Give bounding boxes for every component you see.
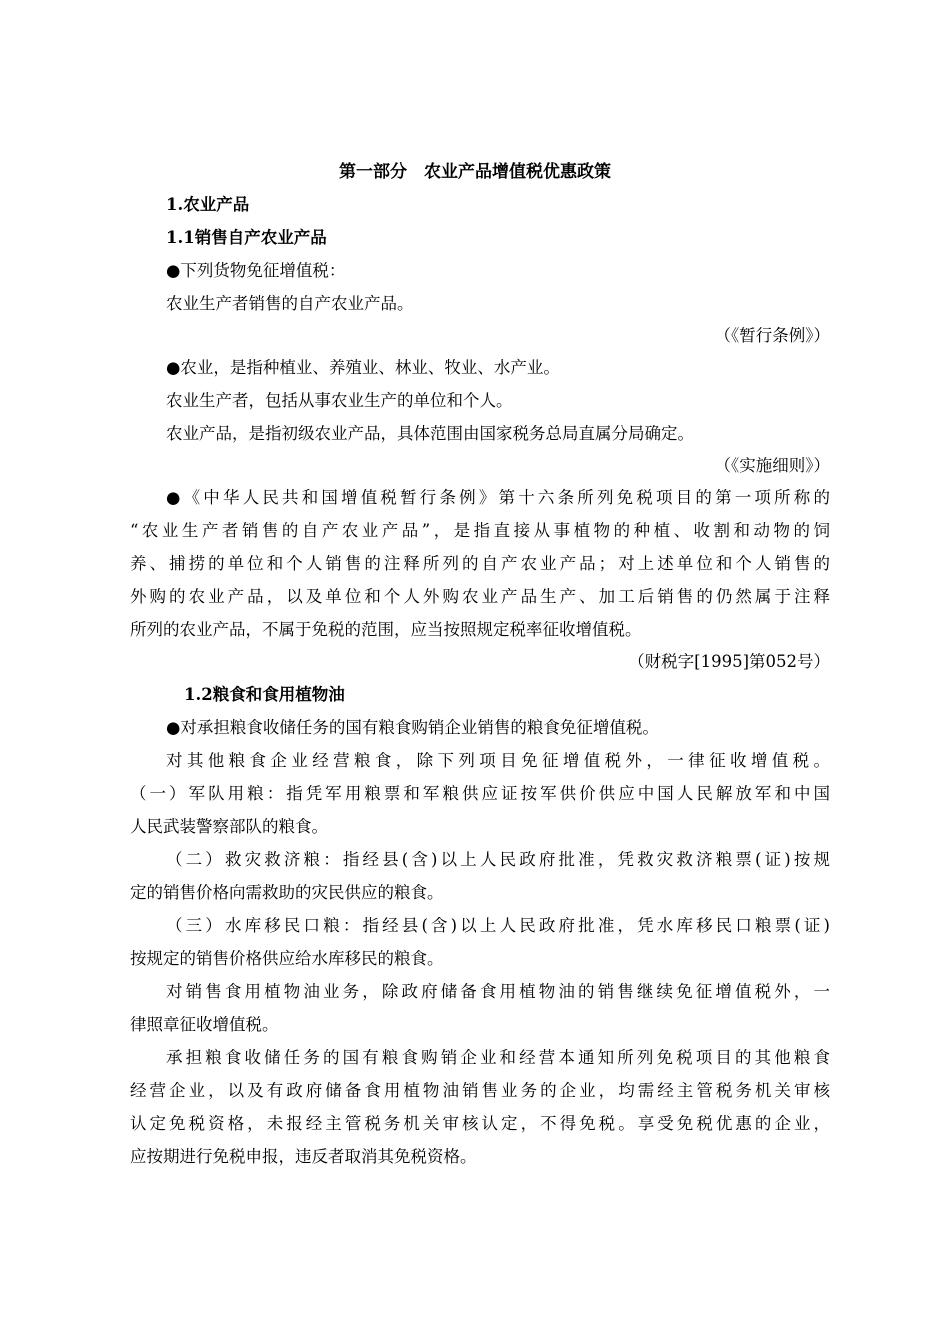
subsection-heading: 1.2粮食和食用植物油 [184,685,345,704]
text-line: （三）水库移民口粮：指经县(含)以上人民政府批准，凭水库移民口粮票(证) [166,916,830,935]
text-line: 人民武装警察部队的粮食。 [130,817,328,836]
text-line: （一）军队用粮：指凭军用粮票和军粮供应证按军供价供应中国人民解放军和中国 [130,784,830,803]
text-line: 养、捕捞的单位和个人销售的注释所列的自产农业产品；对上述单位和个人销售的 [130,554,830,573]
text-line: 应按期进行免税申报，违反者取消其免税资格。 [130,1147,477,1166]
text-line: ●农业，是指种植业、养殖业、林业、牧业、水产业。 [166,358,560,377]
section-heading: 1.农业产品 [166,195,250,214]
text-line: 外购的农业产品，以及单位和个人外购农业产品生产、加工后销售的仍然属于注释 [130,587,830,606]
text-line: 所列的农业产品，不属于免税的范围，应当按照规定税率征收增值税。 [130,620,642,639]
text-line: ●对承担粮食收储任务的国有粮食购销企业销售的粮食免征增值税。 [166,718,659,737]
text-line: 农业生产者销售的自产农业产品。 [166,294,414,313]
citation: （财税字[1995]第052号） [628,652,830,671]
text-line: ●下列货物免征增值税： [166,261,346,280]
text-line: 对销售食用植物油业务，除政府储备食用植物油的销售继续免征增值税外，一 [166,982,830,1001]
text-line: ●《中华人民共和国增值税暂行条例》第十六条所列免税项目的第一项所称的 [166,488,830,507]
text-line: 按规定的销售价格供应给水库移民的粮食。 [130,949,444,968]
text-line: 认定免税资格，未报经主管税务机关审核认定，不得免税。享受免税优惠的企业， [130,1114,830,1133]
citation: （《暂行条例》） [714,326,830,345]
text-line: 对其他粮食企业经营粮食，除下列项目免征增值税外，一律征收增值税。 [166,751,830,770]
citation: （《实施细则》） [714,456,830,475]
page-title: 第一部分 农业产品增值税优惠政策 [339,162,611,182]
text-line: “农业生产者销售的自产农业产品”，是指直接从事植物的种植、收割和动物的饲 [130,521,830,540]
subsection-heading: 1.1销售自产农业产品 [166,228,327,247]
text-line: 农业产品，是指初级农业产品，具体范围由国家税务总局直属分局确定。 [166,424,694,443]
text-line: （二）救灾救济粮：指经县(含)以上人民政府批准，凭救灾救济粮票(证)按规 [166,850,830,869]
text-line: 承担粮食收储任务的国有粮食购销企业和经营本通知所列免税项目的其他粮食 [166,1048,830,1067]
text-line: 定的销售价格向需救助的灾民供应的粮食。 [130,883,444,902]
text-line: 律照章征收增值税。 [130,1015,279,1034]
text-line: 农业生产者，包括从事农业生产的单位和个人。 [166,391,513,410]
text-line: 经营企业，以及有政府储备食用植物油销售业务的企业，均需经主管税务机关审核 [130,1081,830,1100]
